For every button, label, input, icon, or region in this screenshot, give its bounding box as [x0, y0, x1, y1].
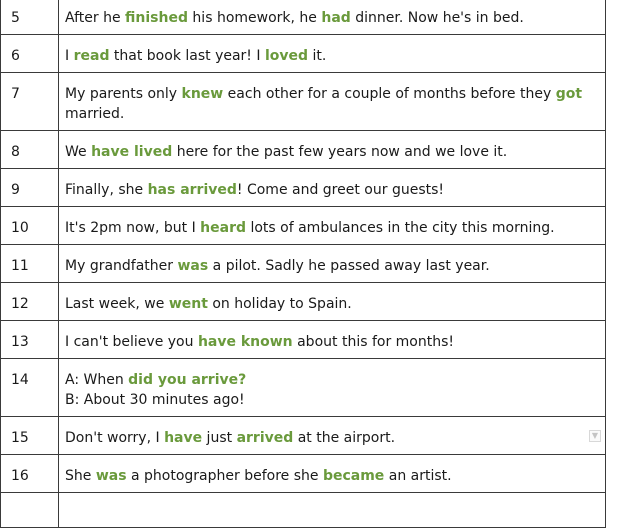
sentence-cell	[59, 35, 606, 73]
row-number: 12	[11, 296, 29, 312]
sentence-cell	[59, 493, 606, 528]
answer-verb: have lived	[91, 144, 173, 160]
answer-verb: heard	[200, 220, 247, 236]
sentence-text: I can't believe you	[65, 334, 198, 350]
sentence-line	[65, 142, 599, 162]
sentence-text: just	[202, 430, 237, 446]
sentence-line	[65, 466, 599, 486]
row-number: 14	[11, 372, 29, 388]
answer-verb: knew	[181, 86, 224, 102]
table-row	[1, 359, 606, 417]
sentence-line	[65, 428, 599, 448]
table-row	[1, 245, 606, 283]
sentence-text: My parents only	[65, 86, 182, 102]
answer-verb: read	[73, 48, 110, 64]
sentence-text: on holiday to Spain.	[207, 296, 352, 312]
sentence-text: It's 2pm now, but I	[65, 220, 201, 236]
sentence-cell	[59, 0, 606, 35]
sentence-text: My grandfather	[65, 258, 178, 274]
sentence-line	[65, 46, 599, 66]
row-number: 15	[11, 430, 29, 446]
row-number: 11	[11, 258, 29, 274]
answer-verb: went	[168, 296, 208, 312]
answer-verb: finished	[125, 10, 188, 26]
row-number-cell	[1, 493, 59, 528]
answer-verb: have known	[197, 334, 293, 350]
sentence-line	[65, 390, 599, 410]
sentence-cell	[59, 417, 606, 455]
sentence-text: She	[65, 468, 96, 484]
row-number-cell	[1, 283, 59, 321]
row-number: 10	[11, 220, 29, 236]
sentence-text: I	[65, 48, 74, 64]
sentence-text: here for the past few years now and we love it.	[172, 144, 508, 160]
table-row	[1, 493, 606, 528]
answer-verb: have	[164, 430, 203, 446]
row-number-cell	[1, 0, 59, 35]
answer-verb: got	[555, 86, 583, 102]
sentence-line	[65, 294, 599, 314]
answer-verb: did you arrive?	[128, 372, 247, 388]
table-row	[1, 321, 606, 359]
table-row	[1, 131, 606, 169]
table-row	[1, 417, 606, 455]
sentence-cell	[59, 131, 606, 169]
sentence-text: We	[65, 144, 92, 160]
row-number-cell	[1, 455, 59, 493]
row-number-cell	[1, 359, 59, 417]
sentence-cell	[59, 207, 606, 245]
sentence-text: his homework, he	[187, 10, 322, 26]
table-row	[1, 169, 606, 207]
answer-verb: was	[177, 258, 209, 274]
sentence-cell	[59, 169, 606, 207]
row-number: 13	[11, 334, 29, 350]
dropdown-arrow-icon[interactable]: ▼	[589, 430, 601, 442]
sentence-cell	[59, 73, 606, 131]
sentence-text: A: When	[65, 372, 129, 388]
answer-verb: loved	[264, 48, 309, 64]
table-row	[1, 283, 606, 321]
sentence-line	[65, 180, 599, 200]
sentence-text: lots of ambulances in the city this morning.	[246, 220, 555, 236]
row-number: 7	[11, 86, 20, 102]
row-number-cell	[1, 169, 59, 207]
sentence-text: dinner. Now he's in bed.	[350, 10, 524, 26]
sentence-line	[65, 256, 599, 276]
row-number: 8	[11, 144, 20, 160]
row-number: 6	[11, 48, 20, 64]
sentence-cell	[59, 245, 606, 283]
sentence-cell	[59, 321, 606, 359]
sentence-line	[65, 370, 599, 390]
row-number: 16	[11, 468, 29, 484]
table-row	[1, 73, 606, 131]
sentence-text: about this for months!	[292, 334, 454, 350]
sentence-text: each other for a couple of months before they	[223, 86, 556, 102]
answer-verb: had	[321, 10, 351, 26]
sentence-cell	[59, 359, 606, 417]
row-number-cell	[1, 35, 59, 73]
answer-verb: became	[322, 468, 385, 484]
table-row	[1, 207, 606, 245]
answer-verb: has arrived	[147, 182, 237, 198]
sentence-text: ! Come and greet our guests!	[236, 182, 445, 198]
sentence-text: Last week, we	[65, 296, 169, 312]
row-number-cell	[1, 131, 59, 169]
sentence-text: a photographer before she	[126, 468, 323, 484]
sentence-line	[65, 84, 599, 124]
row-number-cell	[1, 245, 59, 283]
sentence-text: it.	[308, 48, 327, 64]
row-number-cell	[1, 417, 59, 455]
sentence-line	[65, 332, 599, 352]
sentence-text: an artist.	[384, 468, 452, 484]
answer-table-body	[1, 0, 606, 528]
sentence-text: that book last year! I	[109, 48, 265, 64]
sentence-text: a pilot. Sadly he passed away last year.	[208, 258, 490, 274]
sentence-text: After he	[65, 10, 126, 26]
table-row	[1, 455, 606, 493]
sentence-line	[65, 218, 599, 238]
sentence-text: Don't worry, I	[65, 430, 165, 446]
row-number: 5	[11, 10, 20, 26]
row-number-cell	[1, 321, 59, 359]
row-number-cell	[1, 207, 59, 245]
sentence-cell	[59, 283, 606, 321]
answer-verb: arrived	[236, 430, 294, 446]
table-row	[1, 35, 606, 73]
sentence-line	[65, 8, 599, 28]
sentence-text: at the airport.	[293, 430, 396, 446]
sentence-text: Finally, she	[65, 182, 148, 198]
row-number: 9	[11, 182, 20, 198]
sentence-cell	[59, 455, 606, 493]
table-row	[1, 0, 606, 35]
answer-verb: was	[95, 468, 127, 484]
sentence-text: married.	[65, 106, 125, 122]
row-number-cell	[1, 73, 59, 131]
sentence-text: B: About 30 minutes ago!	[65, 392, 245, 408]
